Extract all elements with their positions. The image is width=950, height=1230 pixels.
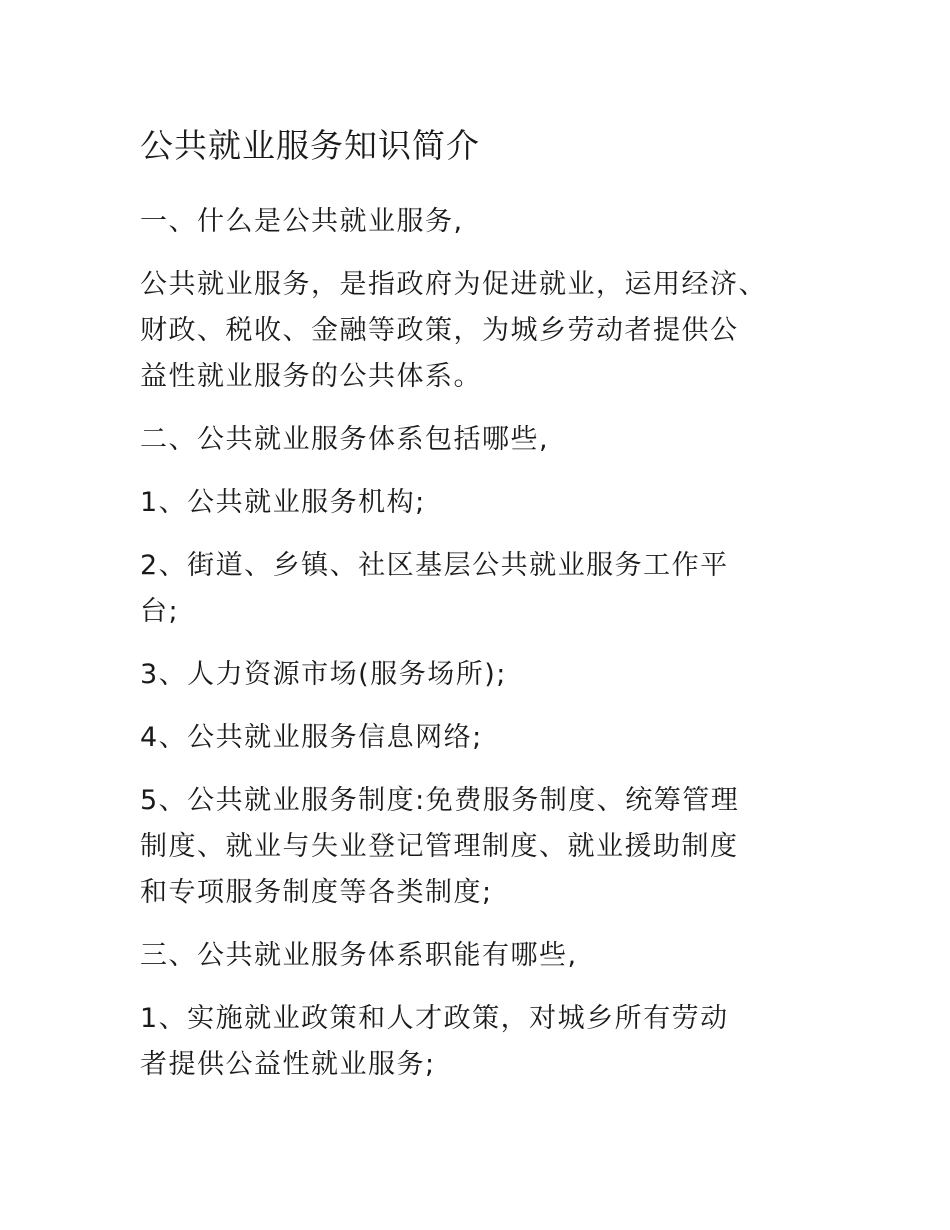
- paragraph-definition: 公共就业服务，是指政府为促进就业，运用经济、 财政、税收、金融等政策，为城乡劳动者提供公 益性就业服务的公共体系。: [140, 269, 767, 392]
- list-item: 1、实施就业政策和人才政策，对城乡所有劳动 者提供公益性就业服务;: [140, 1003, 729, 1080]
- list-item: 4、公共就业服务信息网络;: [140, 722, 483, 753]
- list-item: 5、公共就业服务制度:免费服务制度、统筹管理 制度、就业与失业登记管理制度、就业援助制度 和专项服务制度等各类制度;: [140, 785, 740, 908]
- list-item: 2、街道、乡镇、社区基层公共就业服务工作平 台;: [140, 550, 729, 627]
- list-item: 3、人力资源市场(服务场所);: [140, 659, 507, 690]
- paragraph-heading-3: 三、公共就业服务体系职能有哪些,: [140, 940, 578, 971]
- list-item: 1、公共就业服务机构;: [140, 487, 426, 518]
- document-title: 公共就业服务知识简介: [140, 126, 480, 165]
- paragraph-heading-1: 一、什么是公共就业服务,: [140, 206, 464, 237]
- document-page: [140, 122, 820, 1105]
- paragraph-heading-2: 二、公共就业服务体系包括哪些,: [140, 424, 550, 455]
